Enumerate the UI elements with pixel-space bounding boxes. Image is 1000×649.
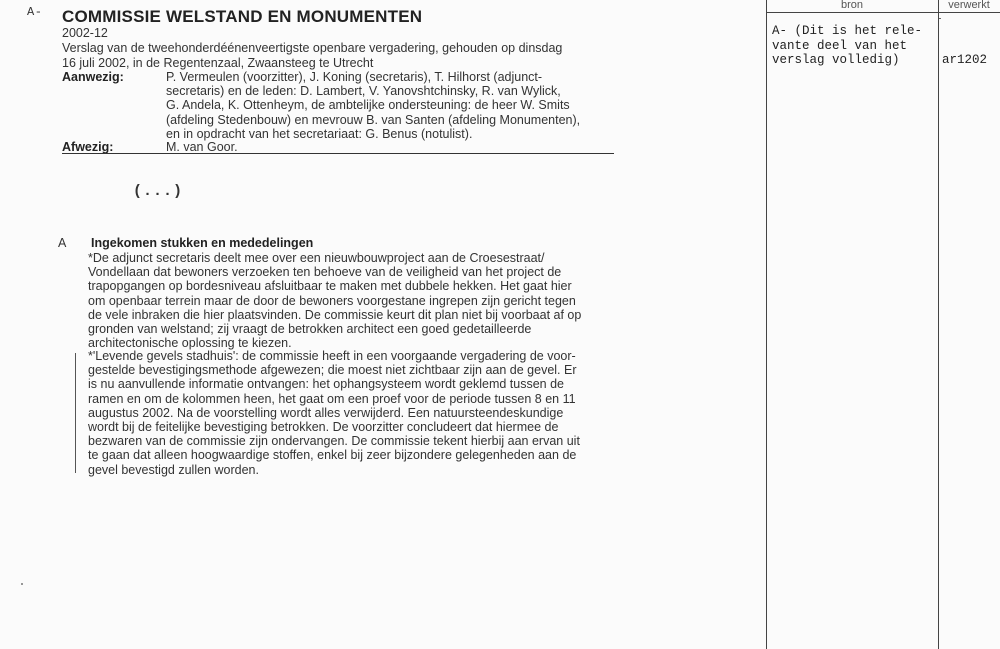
absent-list: M. van Goor. [166, 140, 238, 154]
present-line: secretaris) en de leden: D. Lambert, V. Yanovshtchinsky, R. van Wylick, [166, 84, 561, 99]
table-border-middle [938, 0, 939, 649]
paragraph-levende-gevels [88, 349, 580, 477]
paragraph-line: trapopgangen op bordesniveau afsluitbaar te maken met dubbele hekken. Het gaat hier [88, 279, 572, 294]
paragraph-line: gestelde bevestigingsmethode afgewezen; die moest niet zichtbaar zijn aan de gevel. Er [88, 363, 577, 378]
paragraph-line: gevel bevestigd zullen worden. [88, 462, 259, 477]
margin-marker-bar [75, 353, 76, 473]
table-border-left [766, 0, 767, 649]
paragraph-line: is nu aanvullende informatie ontvangen: het ophangsysteem wordt geklemd tussen de [88, 377, 564, 392]
present-line: P. Vermeulen (voorzitter), J. Koning (secretaris), T. Hilhorst (adjunct- [166, 70, 543, 84]
paragraph-line: Vondellaan dat bewoners verzoeken ten behoeve van de veiligheid van het project de [88, 265, 562, 280]
meeting-date-location: 16 juli 2002, in de Regentenzaal, Zwaansteeg te Utrecht [62, 56, 374, 70]
paragraph-line: gronden van welstand; zij vraagt de betrokken architect een goed gedetailleerde [88, 322, 532, 337]
paragraph-line: wordt bij de feitelijke bevestiging betrokken. De voorzitter concludeert dat hiermee de [88, 420, 559, 435]
document-title: COMMISSIE WELSTAND EN MONUMENTEN [62, 7, 423, 26]
paragraph-line: ramen en om de kolommen heen, het gaat om een proef voor de periode tussen 8 en 11 [88, 391, 576, 406]
section-letter: A [58, 236, 67, 250]
meeting-description: Verslag van de tweehonderdéénenveertigste openbare vergadering, gehouden op dinsdag [62, 41, 563, 55]
paragraph-line: om openbaar terrein maar de door de bewoners voorgestane ingrepen zijn gericht tegen [88, 293, 576, 308]
source-note [772, 24, 922, 68]
absent-label: Afwezig: [62, 140, 114, 154]
paragraph-line: de vele inbraken die hier plaatsvinden. De commissie keurt dit plan niet bij voorbaat af op [88, 307, 582, 322]
document-number: 2002-12 [62, 26, 108, 40]
header-divider [62, 153, 614, 154]
column-header-processed: verwerkt [948, 0, 990, 11]
table-header-rule [766, 12, 1000, 13]
paragraph-line: architectonische oplossing te kiezen. [88, 336, 292, 351]
present-list [166, 70, 580, 141]
present-line: (afdeling Stedenbouw) en mevrouw B. van Santen (afdeling Monumenten), [166, 112, 581, 127]
paragraph-line: augustus 2002. Na de voorstelling wordt alles verwijderd. Een natuursteendeskundige [88, 405, 564, 420]
paragraph-line: bezwaren van de commissie zijn ondervangen. De commissie tekent hierbij aan ervan uit [88, 434, 580, 449]
source-processed-table [766, 0, 1000, 649]
present-line: en in opdracht van het secretariaat: G. Benus (notulist). [166, 126, 473, 141]
present-line: G. Andela, K. Ottenheym, de ambtelijke ondersteuning: de heer W. Smits [166, 98, 570, 113]
source-note-line: A- (Dit is het rele- [772, 24, 923, 38]
present-label: Aanwezig: [62, 70, 124, 84]
paragraph-line: *'Levende gevels stadhuis': de commissie heeft in een voorgaande vergadering de voor- [88, 349, 576, 363]
scan-speck [21, 583, 23, 585]
processed-code: ar1202 [942, 53, 988, 67]
paragraph-line: te gaan dat alleen hoogwaardige stoffen, enkel bij zeer bijzondere gelegenheden aan de [88, 448, 577, 463]
paragraph-croesestraat [88, 251, 581, 350]
source-note-line: verslag volledig) [772, 53, 900, 67]
column-header-source: bron [840, 0, 864, 11]
table-tick-mark [939, 18, 941, 19]
paragraph-line: *De adjunct secretaris deelt mee over een nieuwbouwproject aan de Croesestraat/ [88, 251, 545, 265]
omission-ellipsis: (...) [133, 183, 184, 200]
section-heading: Ingekomen stukken en mededelingen [91, 236, 314, 250]
corner-marker: A- [27, 5, 43, 19]
source-note-line: vante deel van het [772, 38, 908, 53]
